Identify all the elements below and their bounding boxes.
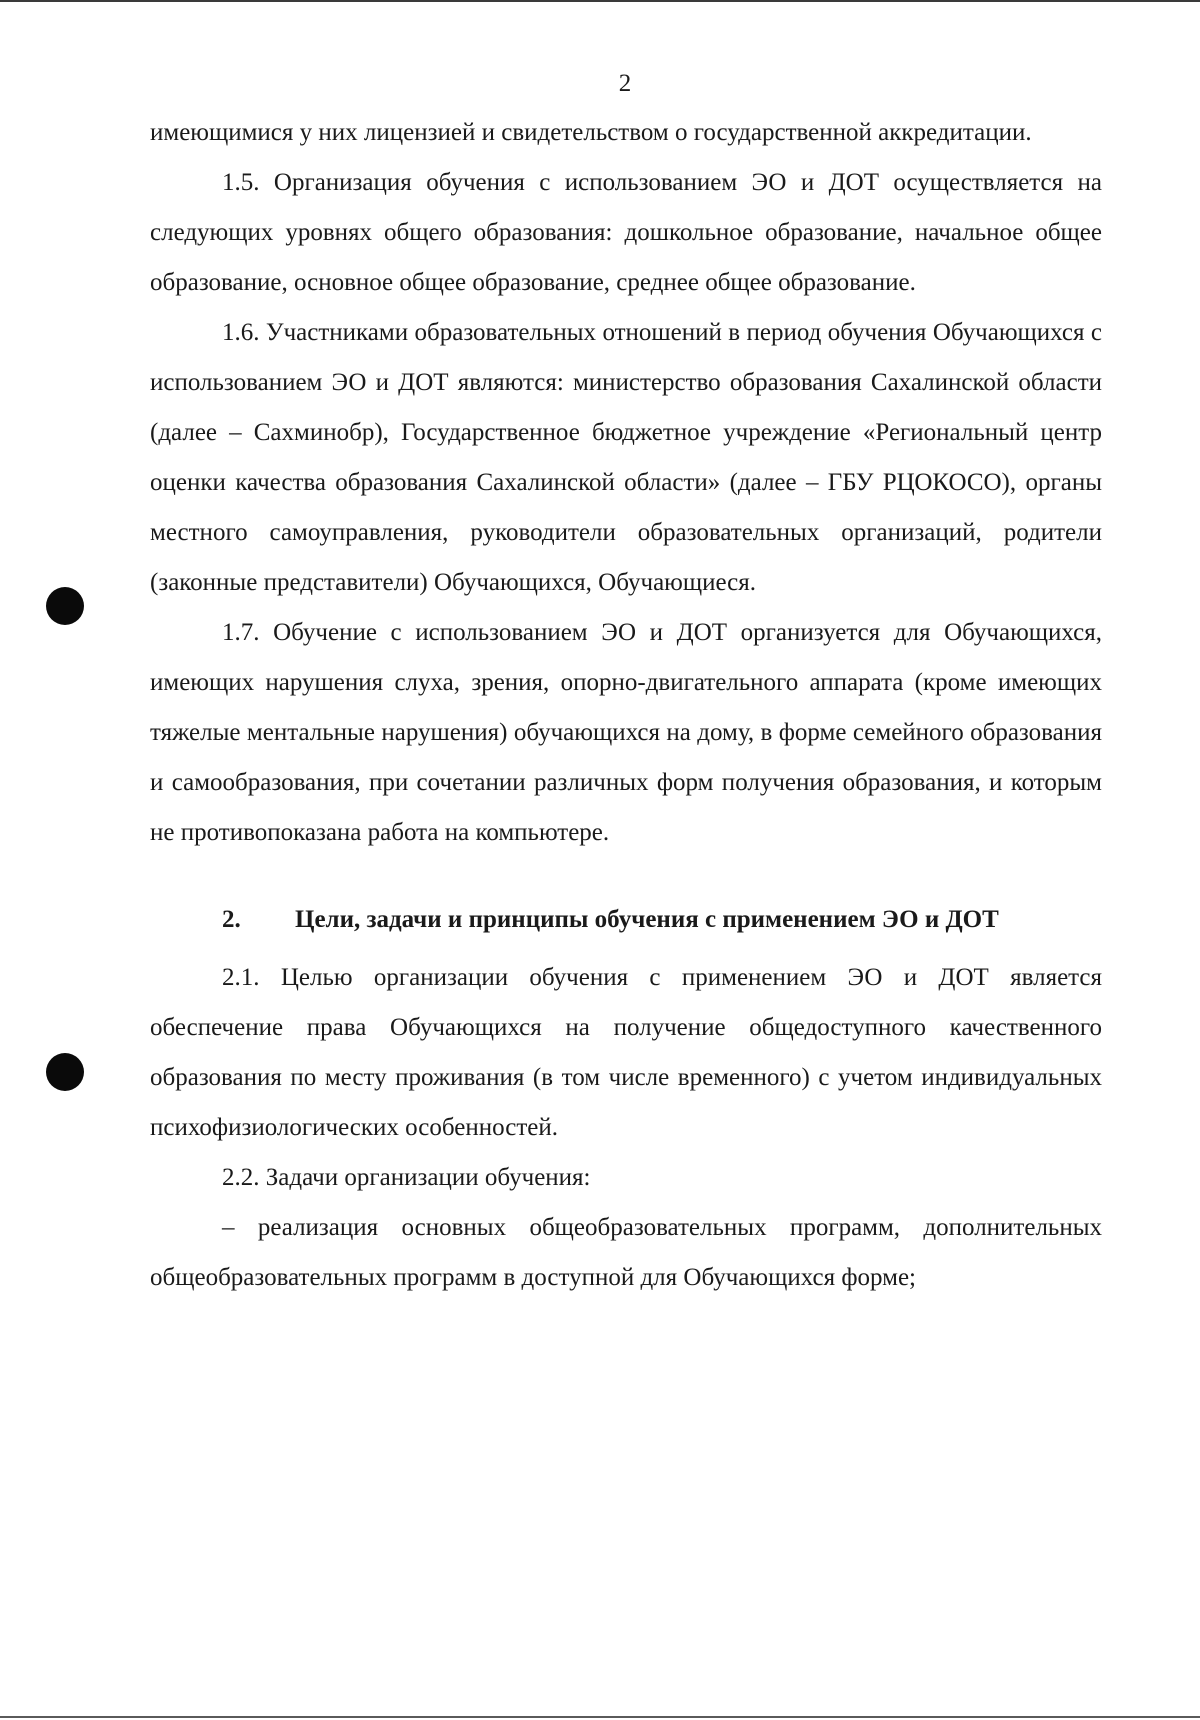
section-number: 2. (222, 906, 241, 933)
section-heading (150, 895, 1102, 945)
list-item-dash: – реализация основных общеобразовательных программ, дополнительных общеобразовательных программ в доступной для Обучающихся форме; (150, 1214, 1102, 1291)
paragraph-1-7: 1.7. Обучение с использованием ЭО и ДОТ организуется для Обучающихся, имеющих нарушения слуха, зрения, опорно-двигательного аппарата (кроме имеющих тяжелые ментальные нарушения) обучающихся на дому, в форме семейного образования и самообразования, при сочетании различных форм получения образования, и которым не противопоказана работа на компьютере. (150, 619, 1102, 846)
scan-bottom-edge (0, 1716, 1200, 1718)
document-body (150, 108, 1102, 1303)
punch-hole (46, 587, 84, 625)
paragraph-2-2: 2.2. Задачи организации обучения: (222, 1164, 591, 1191)
paragraph-2-1: 2.1. Целью организации обучения с применением ЭО и ДОТ является обеспечение права Обучающихся на получение общедоступного качественного образования по месту проживания (в том числе временного) с учетом индивидуальных психофизиологических особенностей. (150, 964, 1102, 1141)
paragraph-1-5: 1.5. Организация обучения с использованием ЭО и ДОТ осуществляется на следующих уровнях общего образования: дошкольное образование, начальное общее образование, основное общее образование, среднее общее образование. (150, 169, 1102, 296)
paragraph-1-6: 1.6. Участниками образовательных отношений в период обучения Обучающихся с использованием ЭО и ДОТ являются: министерство образования Сахалинской области (далее – Сахминобр), Государственное бюджетное учреждение «Региональный центр оценки качества образования Сахалинской области» (далее – ГБУ РЦОКОСО), органы местного самоуправления, руководители образовательных организаций, родители (законные представители) Обучающихся, Обучающиеся. (150, 319, 1102, 596)
paragraph-continuation: имеющимися у них лицензией и свидетельством о государственной аккредитации. (150, 119, 1032, 146)
scan-top-edge (0, 0, 1200, 2)
punch-hole (46, 1053, 84, 1091)
section-title: Цели, задачи и принципы обучения с применением ЭО и ДОТ (295, 906, 999, 933)
page-number: 2 (618, 70, 632, 97)
